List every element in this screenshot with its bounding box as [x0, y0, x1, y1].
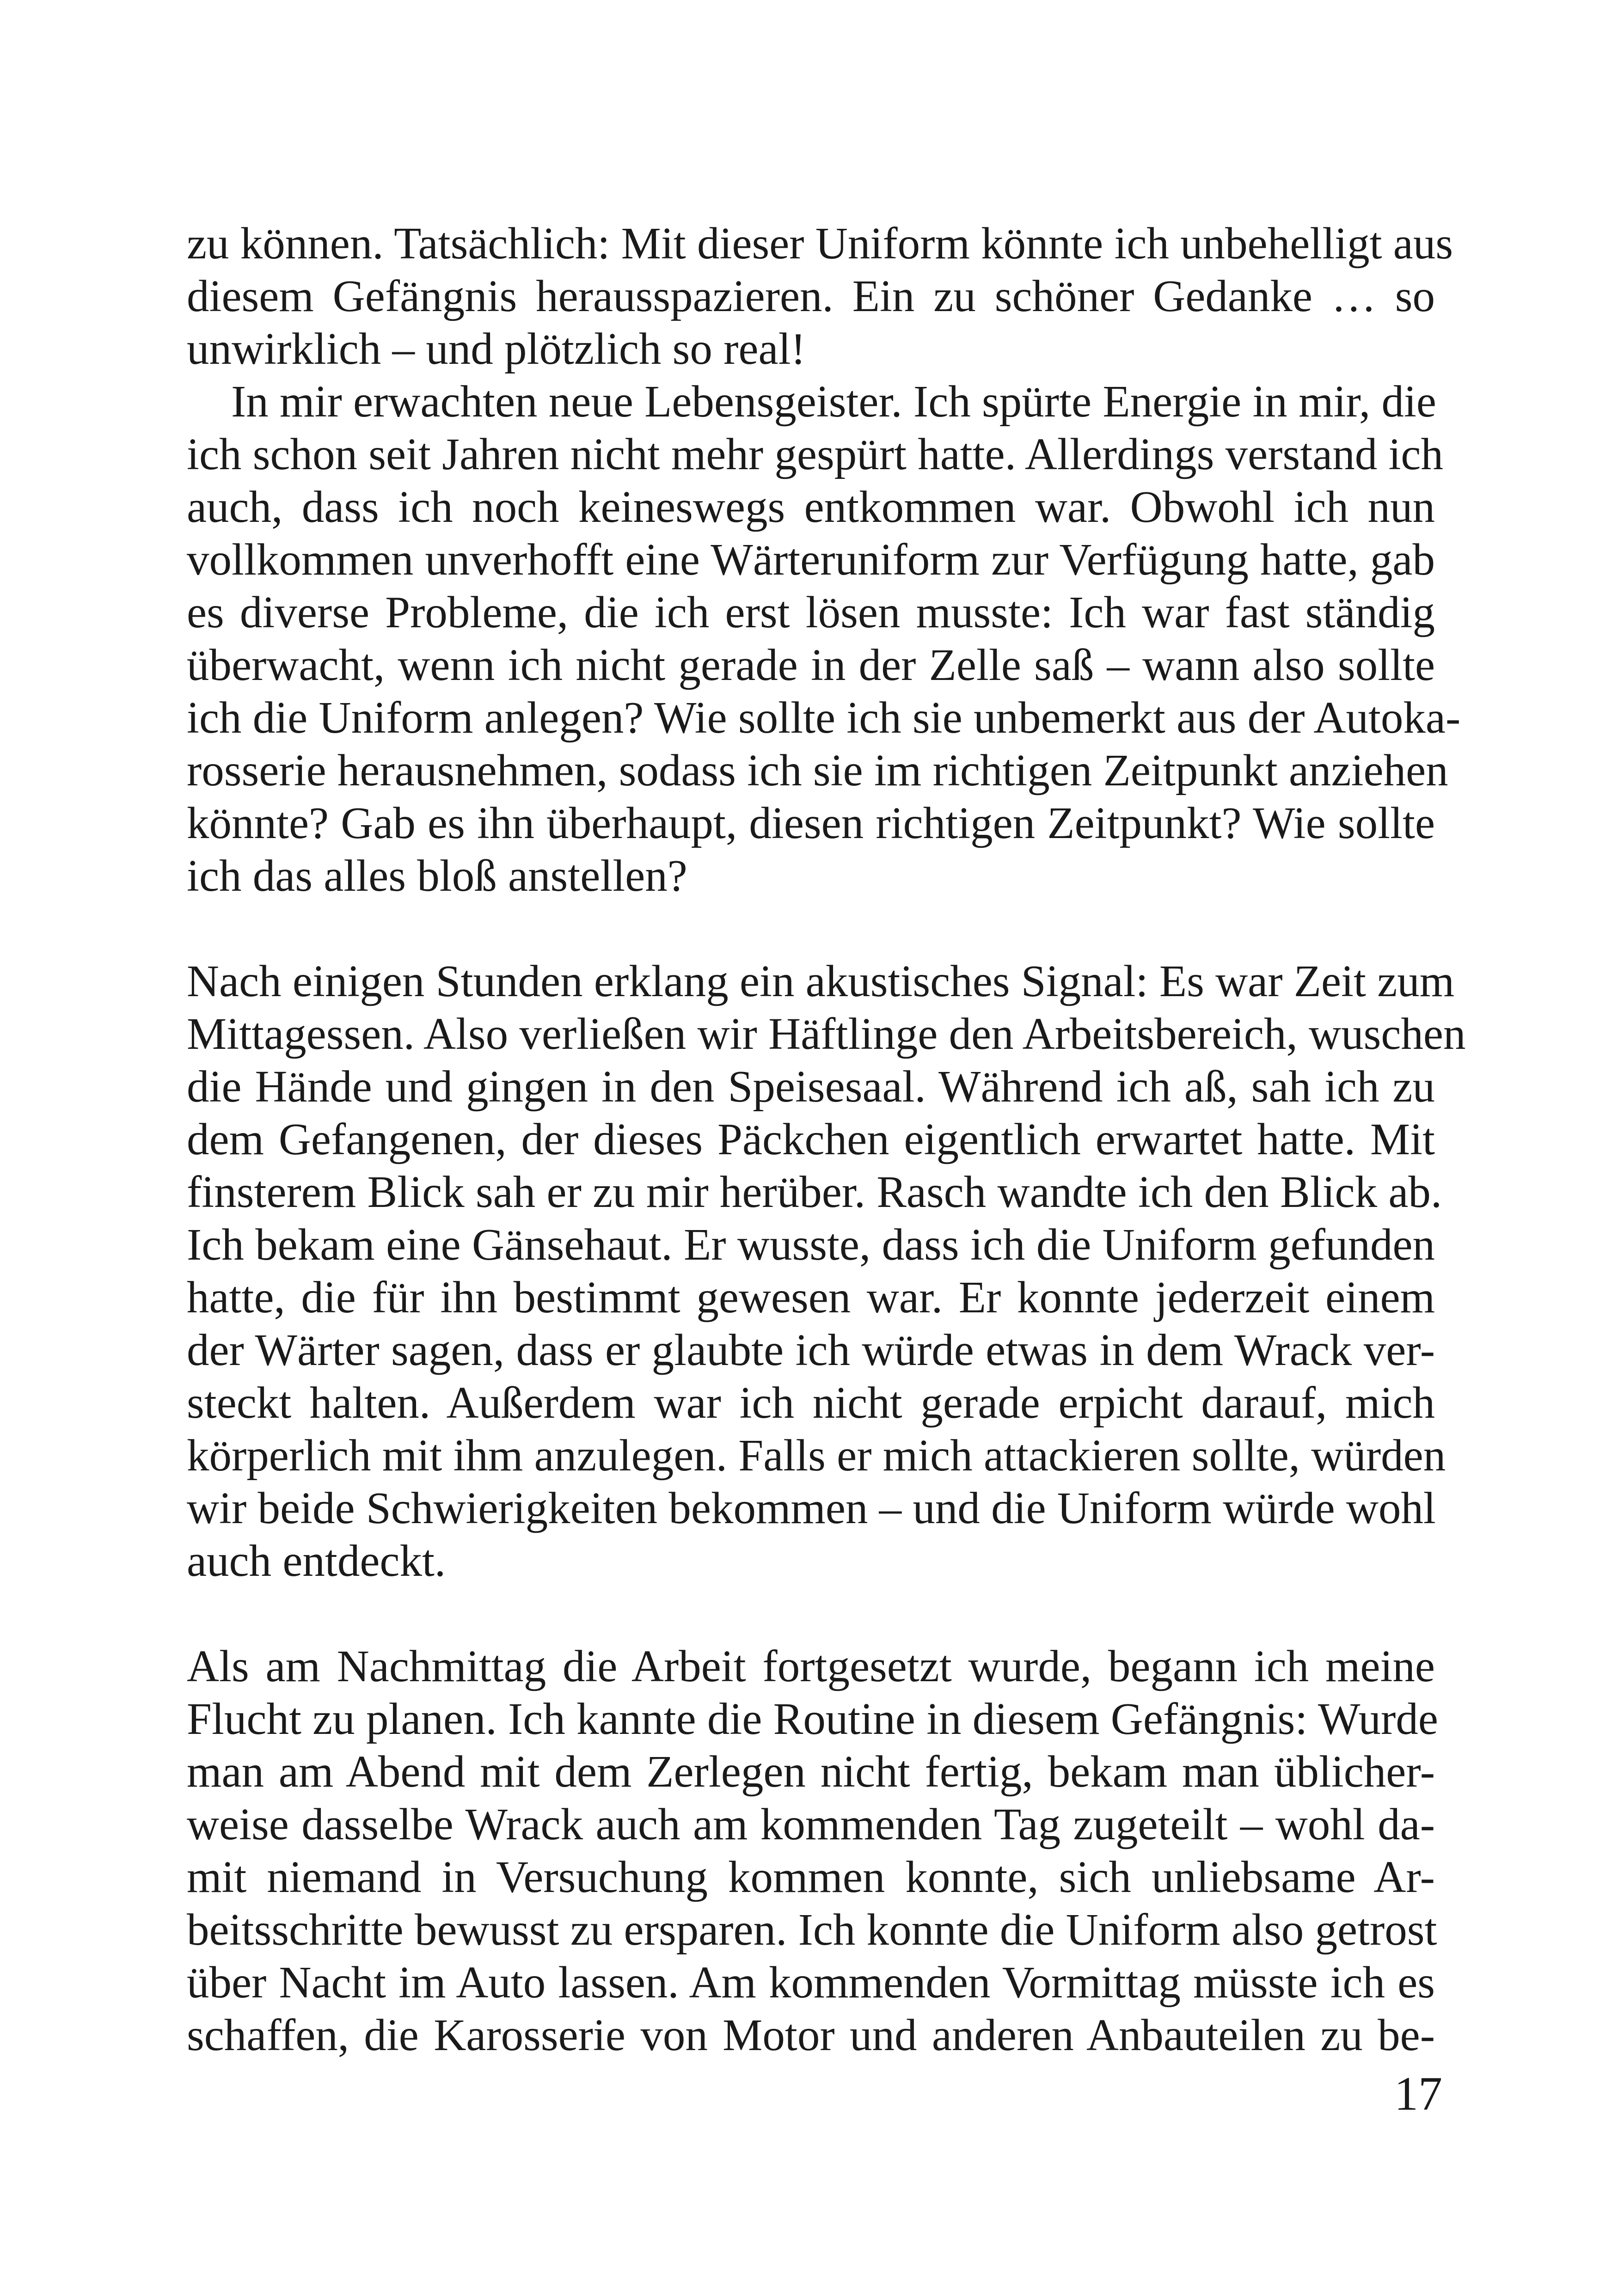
text-line: könnte? Gab es ihn überhaupt, diesen richtigen Zeitpunkt? Wie sollte: [187, 798, 1435, 848]
text-line: es diverse Probleme, die ich erst lösen musste: Ich war fast ständig: [187, 588, 1435, 637]
text-line: ich schon seit Jahren nicht mehr gespürt hatte. Allerdings verstand ich: [187, 429, 1443, 479]
text-line: finsterem Blick sah er zu mir herüber. Rasch wandte ich den Blick ab.: [187, 1167, 1442, 1217]
text-line: schaffen, die Karosserie von Motor und anderen Anbauteilen zu be-: [187, 2010, 1435, 2060]
text-line: man am Abend mit dem Zerlegen nicht fertig, bekam man üblicher-: [187, 1747, 1435, 1796]
text-line: In mir erwachten neue Lebensgeister. Ich spürte Energie in mir, die: [231, 377, 1436, 426]
paragraph: [187, 375, 1461, 902]
text-line: Mittagessen. Also verließen wir Häftlinge den Arbeitsbereich, wuschen: [187, 1009, 1466, 1059]
text-line: Flucht zu planen. Ich kannte die Routine in diesem Gefängnis: Wurde: [187, 1694, 1438, 1744]
text-line: Ich bekam eine Gänsehaut. Er wusste, dass ich die Uniform gefunden: [187, 1220, 1435, 1269]
text-line: rosserie herausnehmen, sodass ich sie im richtigen Zeitpunkt anziehen: [187, 746, 1448, 795]
text-line: weise dasselbe Wrack auch am kommenden Tag zugeteilt – wohl da-: [187, 1800, 1435, 1849]
text-line: überwacht, wenn ich nicht gerade in der Zelle saß – wann also sollte: [187, 640, 1435, 690]
text-line: steckt halten. Außerdem war ich nicht gerade erpicht darauf, mich: [187, 1378, 1435, 1427]
text-line: dem Gefangenen, der dieses Päckchen eigentlich erwartet hatte. Mit: [187, 1114, 1435, 1164]
text-line: mit niemand in Versuchung kommen konnte, sich unliebsame Ar-: [187, 1852, 1435, 1902]
text-line: ich das alles bloß anstellen?: [187, 851, 687, 900]
paragraph-gap: [187, 1587, 1435, 1640]
text-line: unwirklich – und plötzlich so real!: [187, 324, 806, 373]
text-line: körperlich mit ihm anzulegen. Falls er mich attackieren sollte, würden: [187, 1431, 1446, 1480]
paragraph: [187, 217, 1453, 375]
text-line: diesem Gefängnis herausspazieren. Ein zu schöner Gedanke … so: [187, 271, 1435, 321]
text-line: auch entdeckt.: [187, 1536, 446, 1586]
text-line: Als am Nachmittag die Arbeit fortgesetzt wurde, begann ich meine: [187, 1641, 1435, 1691]
paragraph-gap: [187, 902, 1435, 955]
paragraph: [187, 1640, 1438, 2062]
text-line: Nach einigen Stunden erklang ein akustisches Signal: Es war Zeit zum: [187, 956, 1455, 1006]
text-line: zu können. Tatsächlich: Mit dieser Uniform könnte ich unbehelligt aus: [187, 219, 1453, 268]
body-text: [187, 217, 1466, 2062]
text-line: der Wärter sagen, dass er glaubte ich würde etwas in dem Wrack ver-: [187, 1325, 1435, 1375]
text-line: hatte, die für ihn bestimmt gewesen war. Er konnte jederzeit einem: [187, 1273, 1435, 1322]
text-line: über Nacht im Auto lassen. Am kommenden Vormittag müsste ich es: [187, 1958, 1435, 2007]
paragraph: [187, 955, 1466, 1587]
text-line: beitsschritte bewusst zu ersparen. Ich konnte die Uniform also getrost: [187, 1905, 1437, 1954]
text-line: ich die Uniform anlegen? Wie sollte ich sie unbemerkt aus der Autoka-: [187, 693, 1461, 742]
text-line: vollkommen unverhofft eine Wärteruniform zur Verfügung hatte, gab: [187, 535, 1435, 584]
page-number: 17: [1394, 2067, 1442, 2120]
text-line: die Hände und gingen in den Speisesaal. Während ich aß, sah ich zu: [187, 1062, 1435, 1111]
text-line: wir beide Schwierigkeiten bekommen – und die Uniform würde wohl: [187, 1483, 1436, 1533]
text-line: auch, dass ich noch keineswegs entkommen war. Obwohl ich nun: [187, 482, 1435, 532]
